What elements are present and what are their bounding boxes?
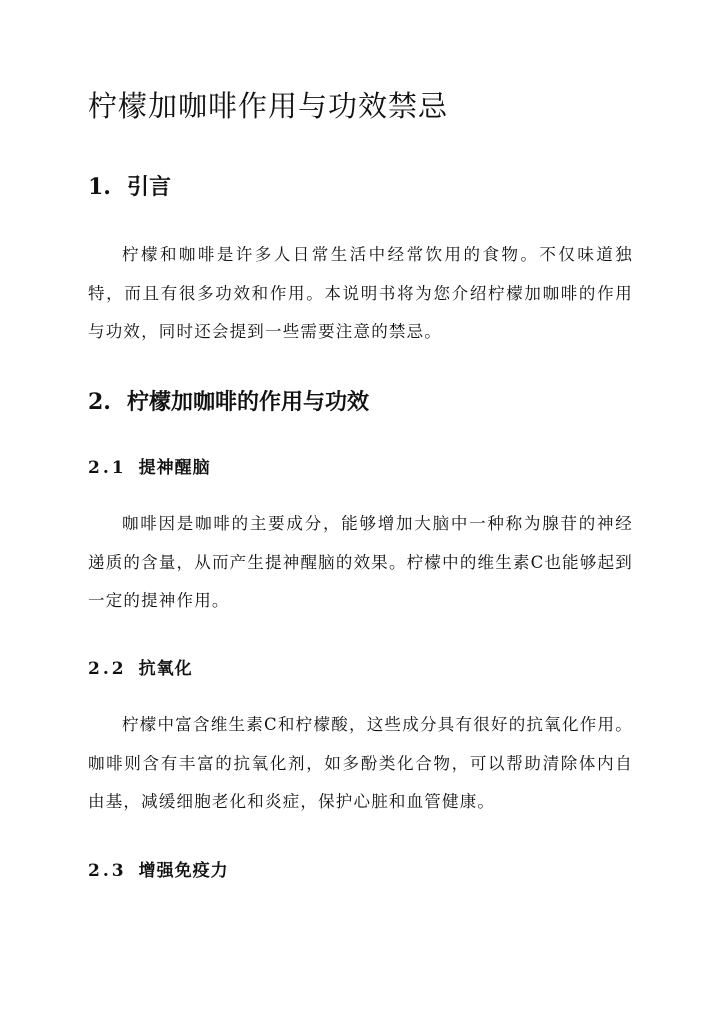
section-heading-effects bbox=[88, 386, 369, 418]
refresh-paragraph: 咖啡因是咖啡的主要成分，能够增加大脑中一种称为腺苷的神经递质的含量，从而产生提神醒脑的效果。柠檬中的维生素C也能够起到一定的提神作用。 bbox=[88, 514, 633, 611]
introduction-paragraph: 柠檬和咖啡是许多人日常生活中经常饮用的食物。不仅味道独特，而且有很多功效和作用。本说明书将为您介绍柠檬加咖啡的作用与功效，同时还会提到一些需要注意的禁忌。 bbox=[88, 245, 633, 342]
section-title: 引言 bbox=[126, 174, 171, 200]
subsection-heading-antioxidant bbox=[88, 656, 193, 682]
antioxidant-paragraph: 柠檬中富含维生素C和柠檬酸，这些成分具有很好的抗氧化作用。咖啡则含有丰富的抗氧化剂，如多酚类化合物，可以帮助清除体内自由基，减缓细胞老化和炎症，保护心脏和血管健康。 bbox=[88, 715, 633, 812]
subsection-title: 增强免疫力 bbox=[138, 861, 229, 881]
section-number: 2. bbox=[88, 389, 111, 415]
section-heading-introduction bbox=[88, 171, 171, 203]
subsection-title: 提神醒脑 bbox=[138, 458, 211, 478]
subsection-heading-refresh bbox=[88, 455, 211, 481]
subsection-heading-immunity bbox=[88, 858, 229, 884]
section-number: 1. bbox=[88, 174, 111, 200]
subsection-number: 2.1 bbox=[88, 458, 127, 478]
document-title: 柠檬加咖啡作用与功效禁忌 bbox=[88, 89, 449, 123]
subsection-title: 抗氧化 bbox=[138, 659, 193, 679]
section-title: 柠檬加咖啡的作用与功效 bbox=[126, 389, 369, 415]
subsection-number: 2.3 bbox=[88, 861, 127, 881]
subsection-number: 2.2 bbox=[88, 659, 127, 679]
